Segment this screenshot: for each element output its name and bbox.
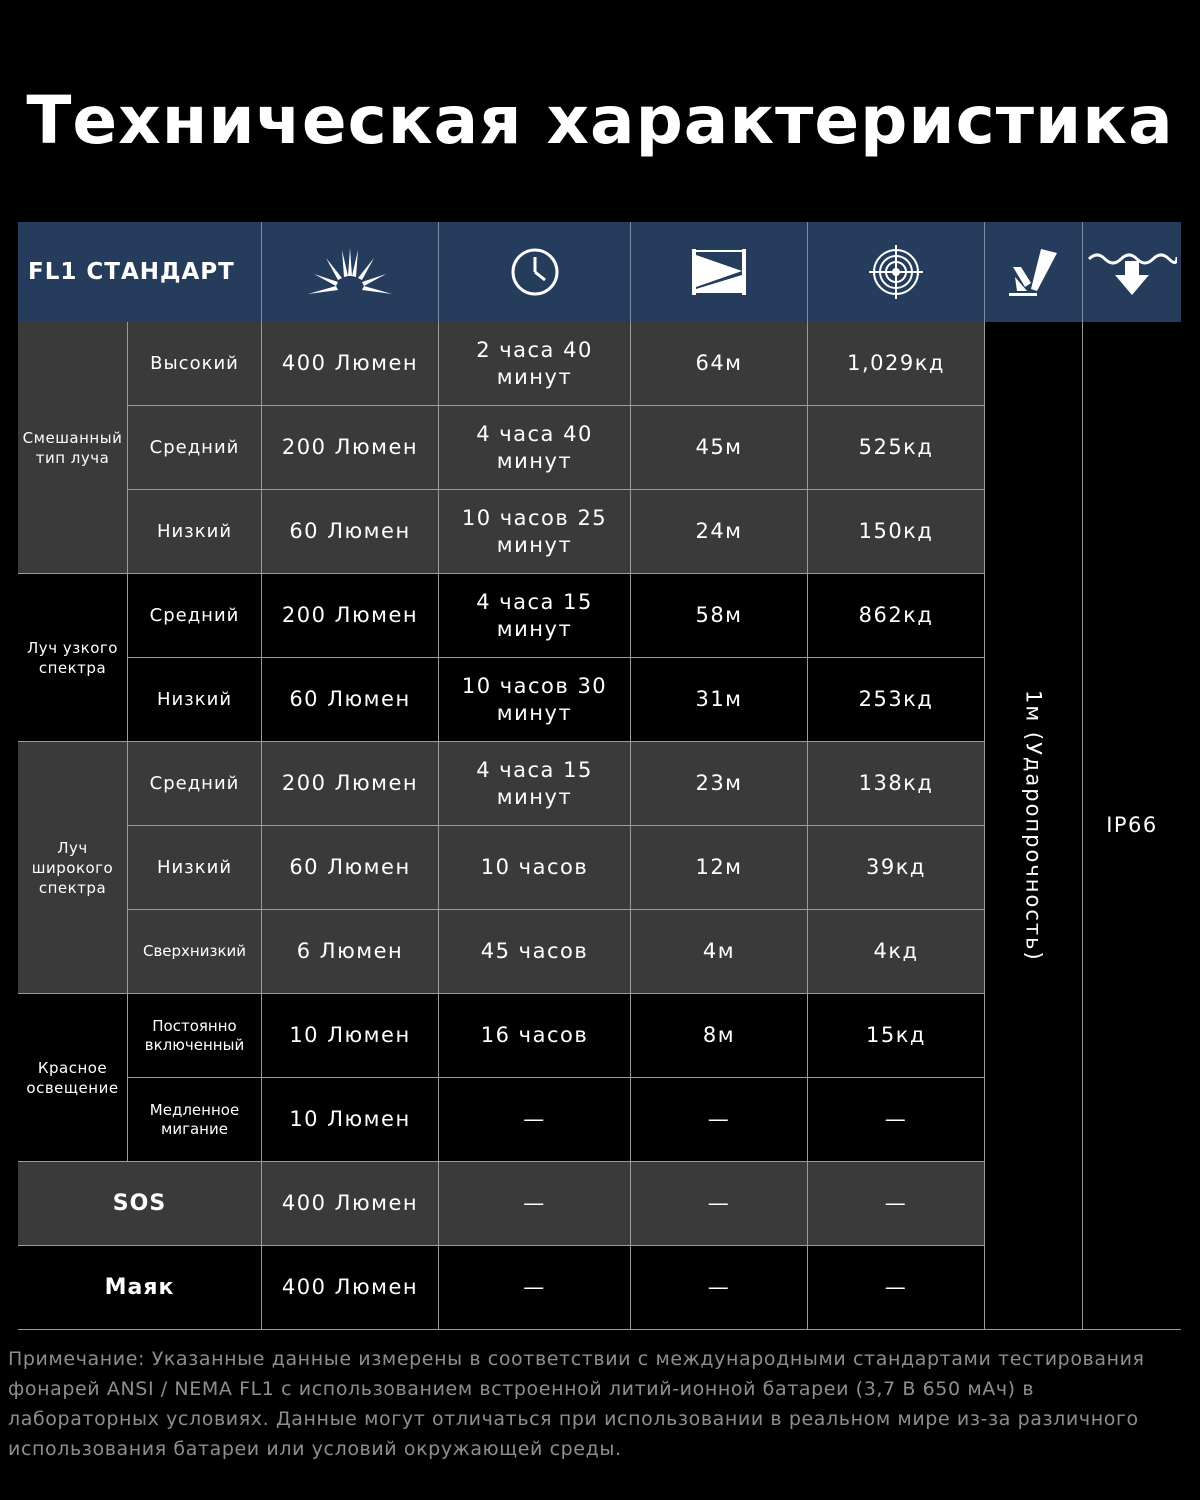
intensity-cell: 15кд xyxy=(808,994,985,1078)
distance-cell: — xyxy=(631,1246,808,1330)
runtime-cell: — xyxy=(439,1162,631,1246)
runtime-cell: — xyxy=(439,1246,631,1330)
runtime-cell: 10 часов 30 минут xyxy=(439,658,631,742)
lumens-cell: 200 Люмен xyxy=(262,742,439,826)
intensity-cell: 4кд xyxy=(808,910,985,994)
runtime-cell: 45 часов xyxy=(439,910,631,994)
distance-cell: 4м xyxy=(631,910,808,994)
mode-beacon: Маяк xyxy=(18,1246,262,1330)
intensity-cell: — xyxy=(808,1246,985,1330)
header-brightness xyxy=(262,222,439,322)
header-runtime xyxy=(439,222,631,322)
runtime-clock-icon xyxy=(510,247,560,297)
lumens-cell: 10 Люмен xyxy=(262,1078,439,1162)
mode-cell: Низкий xyxy=(128,658,262,742)
runtime-cell: 10 часов 25 минут xyxy=(439,490,631,574)
distance-cell: — xyxy=(631,1078,808,1162)
mode-cell: Низкий xyxy=(128,826,262,910)
beam-distance-icon xyxy=(690,247,748,297)
group-narrow-beam: Луч узкого спектра xyxy=(18,574,128,742)
lumens-cell: 60 Люмен xyxy=(262,826,439,910)
mode-sos: SOS xyxy=(18,1162,262,1246)
intensity-cell: 1,029кд xyxy=(808,322,985,406)
impact-cell xyxy=(985,322,1083,1330)
footnote: Примечание: Указанные данные измерены в соответствии с международными стандартами тестирования фонарей ANSI / NEMA FL1 с использованием встроенной литий-ионной батареи (3,7 В 650 мАч) в лабораторных условиях. Данные могут отличаться при использовании в реальном мире из-за различного использования батареи или условий окружающей среды. xyxy=(8,1348,1145,1460)
water-value: IP66 xyxy=(1083,322,1181,1330)
water-resistance-icon xyxy=(1087,247,1177,297)
impact-value: 1м (Ударопрочность) xyxy=(1021,689,1046,962)
lumens-cell: 400 Люмен xyxy=(262,322,439,406)
mode-cell: Высокий xyxy=(128,322,262,406)
group-red-light: Красное освещение xyxy=(18,994,128,1162)
lumens-cell: 200 Люмен xyxy=(262,574,439,658)
distance-cell: 58м xyxy=(631,574,808,658)
group-wide-beam: Луч широкого спектра xyxy=(18,742,128,994)
distance-cell: 24м xyxy=(631,490,808,574)
intensity-cell: — xyxy=(808,1078,985,1162)
mode-cell: Средний xyxy=(128,742,262,826)
lumens-cell: 6 Люмен xyxy=(262,910,439,994)
intensity-cell: 862кд xyxy=(808,574,985,658)
intensity-cell: 525кд xyxy=(808,406,985,490)
impact-resistance-icon xyxy=(1007,247,1061,297)
distance-cell: 31м xyxy=(631,658,808,742)
intensity-cell: 150кд xyxy=(808,490,985,574)
mode-cell: Медленное мигание xyxy=(128,1078,262,1162)
runtime-cell: 16 часов xyxy=(439,994,631,1078)
mode-cell: Сверхнизкий xyxy=(128,910,262,994)
intensity-target-icon xyxy=(867,243,925,301)
mode-cell: Низкий xyxy=(128,490,262,574)
runtime-cell: 2 часа 40 минут xyxy=(439,322,631,406)
header-distance xyxy=(631,222,808,322)
intensity-cell: — xyxy=(808,1162,985,1246)
header-label: FL1 СТАНДАРТ xyxy=(18,222,262,322)
brightness-sun-icon xyxy=(308,248,392,296)
lumens-cell: 10 Люмен xyxy=(262,994,439,1078)
runtime-cell: 4 часа 15 минут xyxy=(439,742,631,826)
distance-cell: 12м xyxy=(631,826,808,910)
intensity-cell: 253кд xyxy=(808,658,985,742)
runtime-cell: 4 часа 15 минут xyxy=(439,574,631,658)
header-water xyxy=(1083,222,1181,322)
distance-cell: 64м xyxy=(631,322,808,406)
header-impact xyxy=(985,222,1083,322)
lumens-cell: 400 Люмен xyxy=(262,1246,439,1330)
lumens-cell: 60 Люмен xyxy=(262,658,439,742)
intensity-cell: 138кд xyxy=(808,742,985,826)
page-title: Техническая характеристика xyxy=(26,82,1174,159)
mode-cell: Средний xyxy=(128,574,262,658)
distance-cell: 8м xyxy=(631,994,808,1078)
distance-cell: 23м xyxy=(631,742,808,826)
runtime-cell: — xyxy=(439,1078,631,1162)
intensity-cell: 39кд xyxy=(808,826,985,910)
mode-cell: Средний xyxy=(128,406,262,490)
runtime-cell: 10 часов xyxy=(439,826,631,910)
group-mixed-beam: Смешанный тип луча xyxy=(18,322,128,574)
distance-cell: — xyxy=(631,1162,808,1246)
runtime-cell: 4 часа 40 минут xyxy=(439,406,631,490)
lumens-cell: 400 Люмен xyxy=(262,1162,439,1246)
lumens-cell: 60 Люмен xyxy=(262,490,439,574)
mode-cell: Постоянно включенный xyxy=(128,994,262,1078)
header-intensity xyxy=(808,222,985,322)
distance-cell: 45м xyxy=(631,406,808,490)
lumens-cell: 200 Люмен xyxy=(262,406,439,490)
